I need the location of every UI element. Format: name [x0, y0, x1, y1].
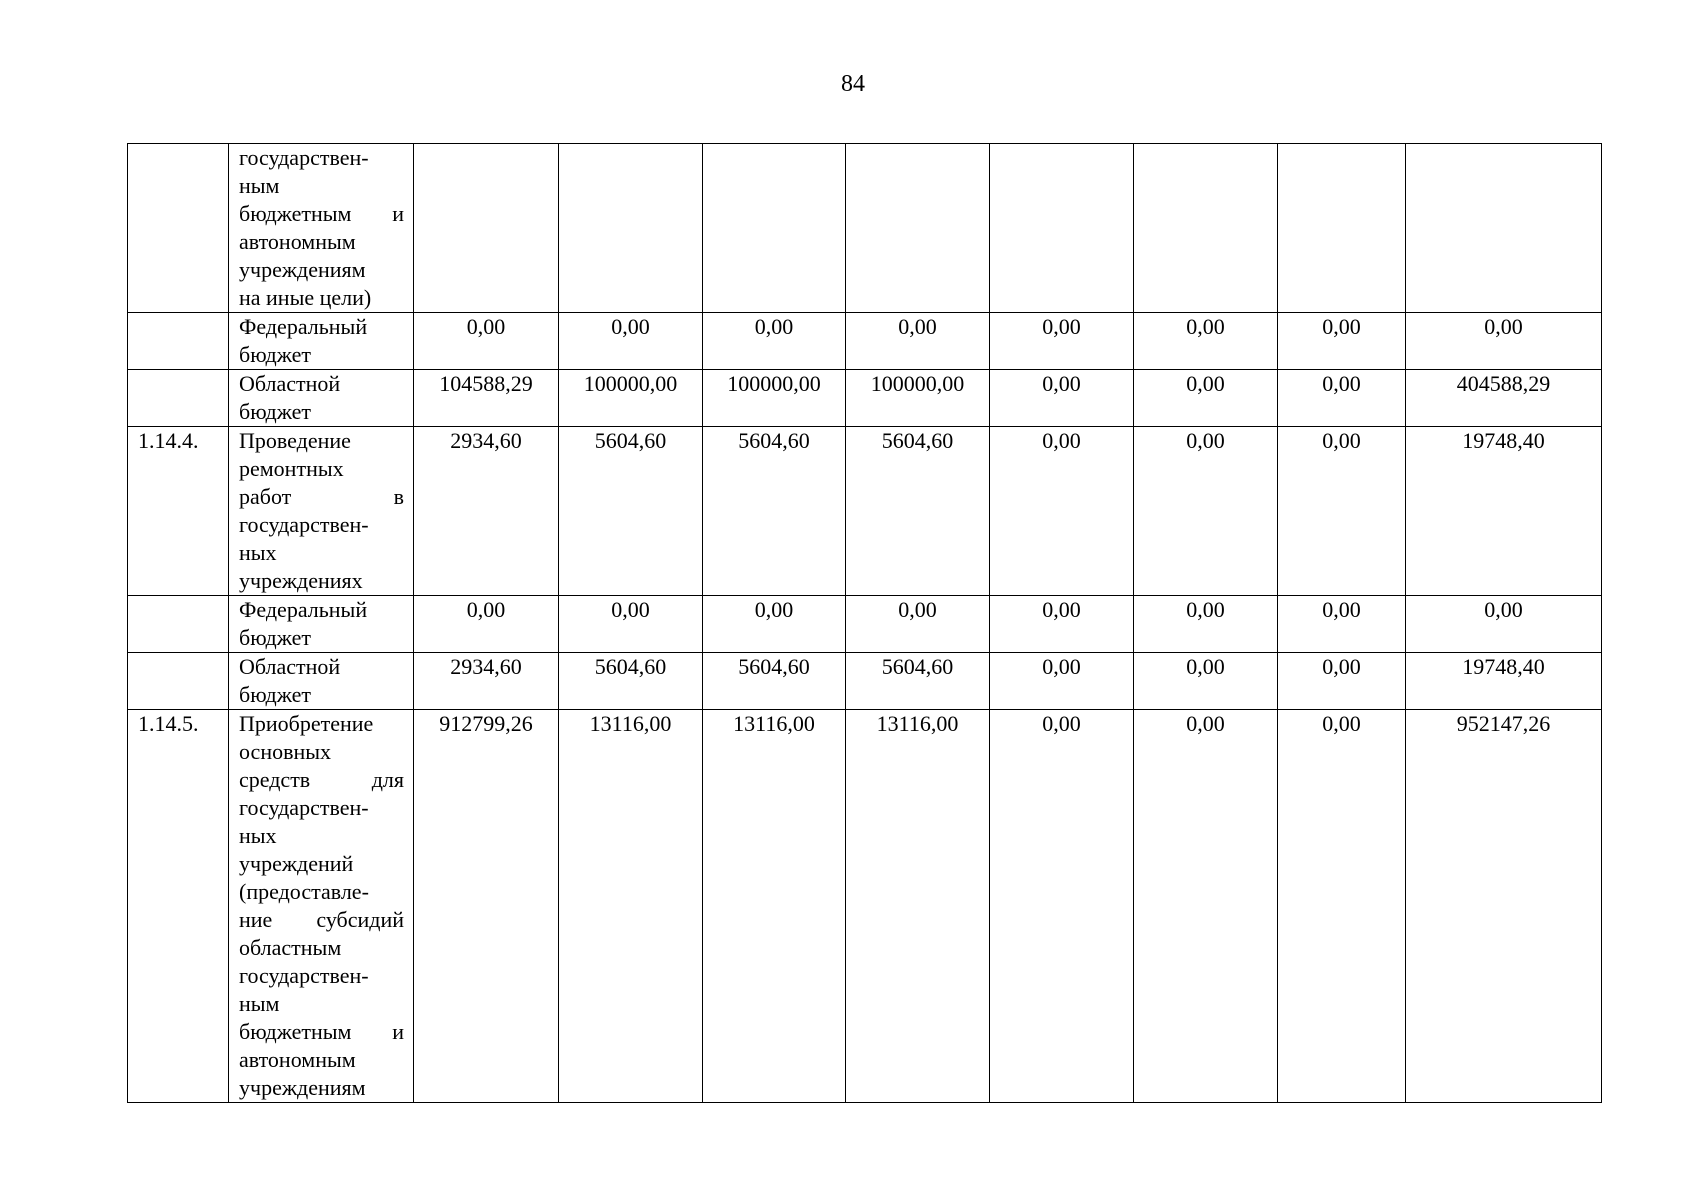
table-row [128, 144, 1602, 313]
value-cell: 13116,00 [846, 710, 990, 1103]
value-cell: 13116,00 [559, 710, 703, 1103]
value-cell: 0,00 [1278, 596, 1406, 653]
value-cell: 0,00 [1134, 370, 1278, 427]
value-cell: 0,00 [990, 710, 1134, 1103]
description-line: на иные цели) [239, 285, 372, 310]
table-row [128, 313, 1602, 370]
description-line: ных [239, 823, 277, 848]
value-cell: 100000,00 [559, 370, 703, 427]
value-cell [1278, 144, 1406, 313]
table-row [128, 427, 1602, 596]
value-cell [414, 144, 559, 313]
value-cell: 0,00 [1278, 427, 1406, 596]
value-cell: 952147,26 [1406, 710, 1602, 1103]
value-cell: 100000,00 [846, 370, 990, 427]
value-cell: 0,00 [559, 596, 703, 653]
description-line: Федеральный [239, 597, 368, 622]
value-cell: 912799,26 [414, 710, 559, 1103]
description-line: бюджет [239, 399, 311, 424]
item-description-cell [229, 370, 414, 427]
description-line: ным [239, 991, 280, 1016]
row-number-cell [128, 313, 229, 370]
table-row [128, 653, 1602, 710]
row-number-cell [128, 144, 229, 313]
value-cell [559, 144, 703, 313]
page-number: 84 [841, 71, 865, 97]
value-cell: 5604,60 [846, 653, 990, 710]
value-cell: 5604,60 [559, 653, 703, 710]
description-line: автономным [239, 229, 356, 254]
value-cell: 0,00 [990, 653, 1134, 710]
value-cell: 0,00 [703, 596, 846, 653]
value-cell: 5604,60 [846, 427, 990, 596]
value-cell: 5604,60 [703, 427, 846, 596]
item-description-cell [229, 427, 414, 596]
value-cell [703, 144, 846, 313]
description-line: средств для [239, 767, 404, 792]
value-cell: 0,00 [414, 596, 559, 653]
description-line: бюджетным и [239, 201, 404, 226]
value-cell: 0,00 [846, 596, 990, 653]
description-line: ных [239, 540, 277, 565]
description-line: государствен- [239, 963, 369, 988]
description-line: работ в [239, 484, 404, 509]
value-cell: 0,00 [1278, 710, 1406, 1103]
description-line: ние субсидий [239, 907, 404, 932]
value-cell: 0,00 [1134, 710, 1278, 1103]
row-number-cell [128, 653, 229, 710]
value-cell: 404588,29 [1406, 370, 1602, 427]
description-line: государствен- [239, 512, 369, 537]
description-line: автономным [239, 1047, 356, 1072]
value-cell: 0,00 [990, 313, 1134, 370]
description-line: учреждениям [239, 1075, 366, 1100]
value-cell: 0,00 [1134, 313, 1278, 370]
table-row [128, 596, 1602, 653]
value-cell [990, 144, 1134, 313]
value-cell: 0,00 [1278, 653, 1406, 710]
value-cell: 5604,60 [559, 427, 703, 596]
value-cell: 0,00 [1406, 313, 1602, 370]
description-line: Областной [239, 654, 341, 679]
value-cell: 0,00 [1278, 313, 1406, 370]
row-number-cell: 1.14.4. [128, 427, 229, 596]
item-description-cell [229, 653, 414, 710]
description-line: бюджет [239, 682, 311, 707]
budget-table [127, 143, 1602, 1103]
row-number-cell: 1.14.5. [128, 710, 229, 1103]
value-cell: 5604,60 [703, 653, 846, 710]
table-row [128, 710, 1602, 1103]
description-line: учреждениям [239, 257, 366, 282]
table-body [128, 144, 1602, 1103]
description-line: бюджет [239, 625, 311, 650]
description-line: Проведение [239, 428, 351, 453]
row-number-cell [128, 370, 229, 427]
value-cell [1406, 144, 1602, 313]
description-line: ремонтных [239, 456, 344, 481]
description-line: основных [239, 739, 332, 764]
value-cell: 2934,60 [414, 427, 559, 596]
value-cell: 0,00 [559, 313, 703, 370]
value-cell: 19748,40 [1406, 653, 1602, 710]
value-cell [846, 144, 990, 313]
value-cell: 0,00 [1134, 596, 1278, 653]
value-cell: 0,00 [990, 427, 1134, 596]
description-line: (предоставле- [239, 879, 369, 904]
item-description-cell [229, 710, 414, 1103]
value-cell: 0,00 [1406, 596, 1602, 653]
value-cell: 0,00 [846, 313, 990, 370]
value-cell: 0,00 [990, 596, 1134, 653]
value-cell: 100000,00 [703, 370, 846, 427]
value-cell: 0,00 [414, 313, 559, 370]
value-cell: 2934,60 [414, 653, 559, 710]
row-number-cell [128, 596, 229, 653]
description-line: ным [239, 173, 280, 198]
description-line: учреждений [239, 851, 354, 876]
value-cell: 0,00 [1278, 370, 1406, 427]
value-cell: 0,00 [990, 370, 1134, 427]
description-line: бюджетным и [239, 1019, 404, 1044]
value-cell: 104588,29 [414, 370, 559, 427]
item-description-cell [229, 144, 414, 313]
value-cell [1134, 144, 1278, 313]
value-cell: 0,00 [703, 313, 846, 370]
item-description-cell [229, 596, 414, 653]
description-line: государствен- [239, 145, 369, 170]
value-cell: 0,00 [1134, 653, 1278, 710]
value-cell: 13116,00 [703, 710, 846, 1103]
item-description-cell [229, 313, 414, 370]
table-row [128, 370, 1602, 427]
description-line: Областной [239, 371, 341, 396]
value-cell: 19748,40 [1406, 427, 1602, 596]
description-line: государствен- [239, 795, 369, 820]
description-line: областным [239, 935, 342, 960]
value-cell: 0,00 [1134, 427, 1278, 596]
description-line: бюджет [239, 342, 311, 367]
description-line: Приобретение [239, 711, 374, 736]
description-line: Федеральный [239, 314, 368, 339]
description-line: учреждениях [239, 568, 363, 593]
